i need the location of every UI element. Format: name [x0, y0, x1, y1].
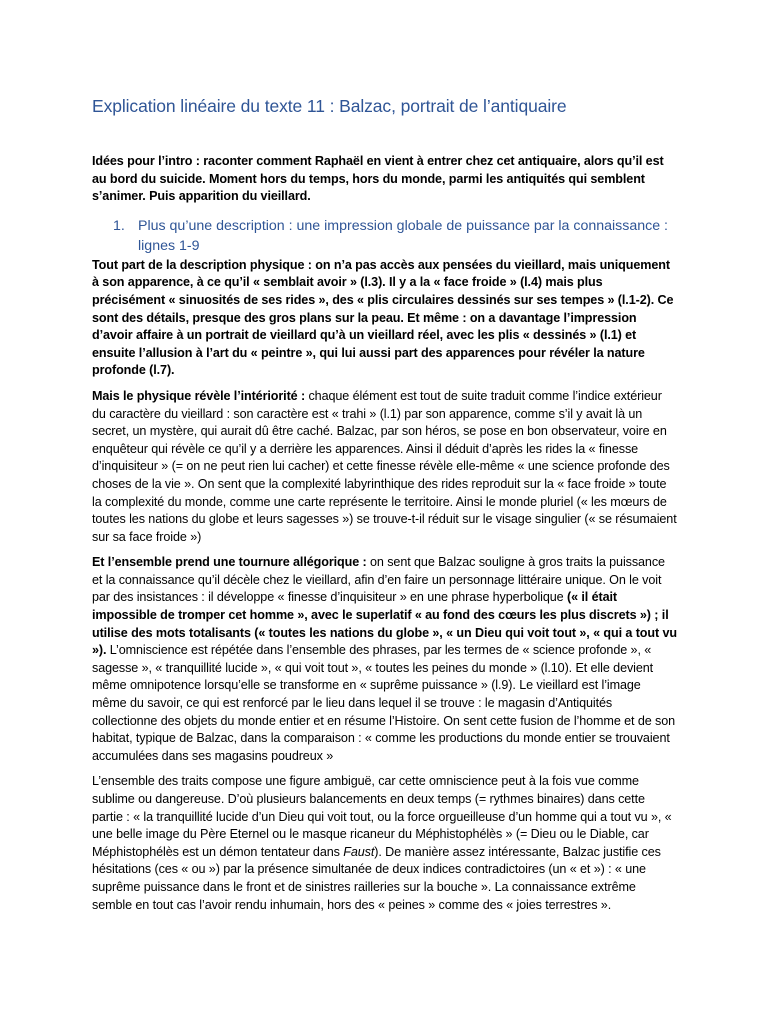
paragraph-text: Et elle devient même omnipotence lorsqu’elle se transforme en « suprême puissance » (l.9). Le vieillard est l’image même du savoir, ce qui est renforcé par le lieu dans lequel il se trouve : le magasin d’Antiquités collectionne des objets du monde entier et en résume l’Histoire. On sent cette fusion de l’homme et de son habitat, typique de Balzac, dans la comparaison : « comme les productions du monde entier se trouvaient accumulées dans ses magasins poudreux »: [92, 660, 676, 763]
section-heading-text: Plus qu’une description : une impression globale de puissance par la connaissance : lignes 1-9: [138, 217, 668, 254]
paragraph-text: Et même : on a davantage l’impression d’avoir affaire à un portrait de vieillard qu’à un vieillard réel, avec les plis « dessinés » (l.1) et ensuite l’allusion à l’art du « peintre », qui lui aussi part des apparences pour révéler la nature profonde (l.7).: [92, 310, 645, 378]
paragraph-text: on n’a pas accès aux pensées du vieillard, mais uniquement à son apparence, à ce qu’il « semblait avoir » (l.3). Il y a la « face froide » (l.4) mais plus précisément « sinuosités de ses rides », des « plis circulaires dessinés sur ses tempes » (l.1-2). Ce sont des détails, presque des gros plans sur la peau.: [92, 257, 674, 325]
section-heading-1: [92, 216, 678, 256]
paragraph-text: Balzac, par son héros, se pose en bon observateur, voire en enquêteur qui révèle ce qu’il y a derrière les apparences. Ainsi il déduit d’après les rides la « finesse d’inquisiteur » (= on ne peut rien lui cacher) et cette finesse révèle elle-même « une science profonde des choses de la vie ». On sent que la complexité labyrinthique des rides reproduit sur la « face froide » toute la complexité du monde, comme une carte représente le territoire. Ainsi le monde pluriel (« les mœurs de toutes les nations du globe et leurs sagesses ») se trouve-t-il réduit sur le visage singulier (« se résumaient sur sa face froide »): [92, 424, 677, 544]
document-page: [92, 96, 678, 922]
section-number: 1.: [113, 217, 125, 234]
paragraph-ambiguite: [92, 773, 678, 914]
paragraph-lead: Mais le physique révèle l’intériorité :: [92, 388, 306, 403]
paragraph-lead: Et l’ensemble prend une tournure allégorique :: [92, 555, 367, 570]
paragraph-text: chaque élément est tout de suite traduit comme l’indice extérieur du caractère du vieillard : son caractère est « trahi » (l.1) par son apparence, comme s’il y avait là un secret, un mystère, qui aurait dû être caché.: [92, 388, 662, 439]
paragraph-text: ). De manière assez intéressante, Balzac justifie ces hésitations (ces « ou ») par la présence simultanée de deux indices contradictoires (un « et ») : « une suprême puissance dans le front et de sinistres railleries sur la bouche ». La connaissance extrême semble en tout cas l’avoir rendu inhumain, hors des « peines » comme des « joies terrestres ».: [92, 844, 661, 912]
paragraph-description-physique: [92, 257, 678, 380]
book-title-faust: Faust: [343, 844, 375, 859]
paragraph-text: L’ensemble des traits compose une figure ambiguë, car cette omniscience peut à la fois vue comme sublime ou dangereuse. D’où plusieurs balancements en deux temps (= rythmes binaires) dans cette partie : « la tranquillité lucide d’un Dieu qui voit tout, ou la force orgueilleuse d’un homme qui a tout vu », « une belle image du Père Eternel ou le masque ricaneur du Méphistophélès » (= Dieu ou le Diable, car Méphistophélès est un démon tentateur dans: [92, 774, 672, 859]
paragraph-lead: Tout part de la description physique :: [92, 257, 312, 272]
paragraph-text: L’omniscience est répétée dans l’ensemble des phrases, par les termes de « science profonde », « sagesse », « tranquillité lucide », « qui voit tout », « toutes les peines du monde » (l.10).: [92, 643, 652, 675]
paragraph-text: (« il était impossible de tromper cet homme », avec le superlatif « au fond des cœurs les plus discrets ») ; il utilise des mots totalisants (« toutes les nations du globe », « un Dieu qui voit tout », « qui a tout vu »).: [92, 590, 677, 658]
paragraph-interiorite: [92, 388, 678, 546]
paragraph-allegorie: [92, 554, 678, 765]
paragraph-text: on sent que Balzac souligne à gros traits la puissance et la connaissance qu’il décèle chez le vieillard, afin d’en faire un personnage littéraire unique. On le voit par des insistances : il développe « finesse d’inquisiteur » en une phrase hyperbolique: [92, 555, 665, 605]
intro-paragraph: Idées pour l’intro : raconter comment Raphaël en vient à entrer chez cet antiquaire, alors qu’il est au bord du suicide. Moment hors du temps, hors du monde, parmi les antiquités qui semblent s’animer. Puis apparition du vieillard.: [92, 154, 664, 204]
document-title: Explication linéaire du texte 11 : Balzac, portrait de l’antiquaire: [92, 96, 567, 116]
